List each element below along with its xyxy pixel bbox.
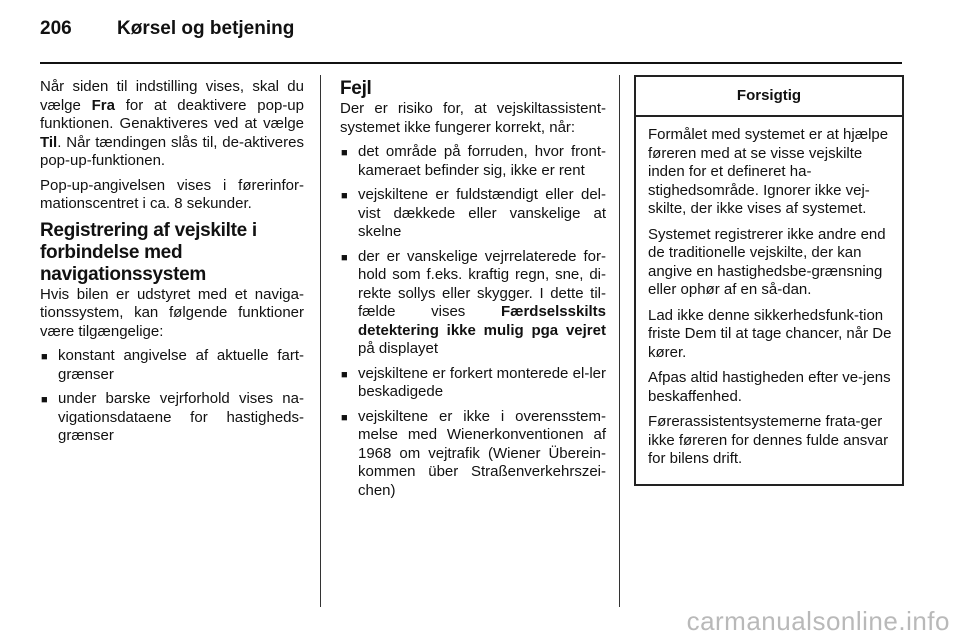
caution-paragraph: Afpas altid hastigheden efter ve-jens beskaffenhed. [648, 369, 891, 405]
paragraph-popup-duration: Pop-up-angivelsen vises i førerinfor-mationscentret i ca. 8 sekunder. [40, 176, 304, 212]
paragraph-navigation-intro: Hvis bilen er udstyret med et naviga-tionssystem, kan følgende funktioner være tilgængelige: [40, 285, 304, 340]
bullet-square-icon: ■ [341, 147, 348, 159]
list-item-text: på displayet [358, 340, 439, 357]
list-item-text: vejskiltene er fuldstændigt eller del-vist dækkede eller vanskelige at skelne [358, 186, 606, 240]
list-item-text: der er vanskelige vejrrelaterede for-hold som f.eks. kraftig regn, sne, di-rekte sollys eller skygger. I dette til-fælde vises [358, 247, 606, 320]
caution-paragraph: Formålet med systemet er at hjælpe føreren med at se visse vejskilte inden for et defineret ha-stighedsområde. Ignorer ikke vej-skilte, der ikke vises af systemet. [648, 126, 889, 217]
bullet-square-icon: ■ [41, 394, 48, 406]
section-heading-navigation: Registrering af vejskilte i forbindelse med navigationssystem [40, 219, 257, 285]
column-divider-2 [619, 75, 620, 607]
text-run: Når siden til indstilling vises, skal du vælge [40, 78, 304, 114]
list-item [340, 365, 606, 402]
caution-box [634, 75, 904, 486]
bullet-square-icon: ■ [41, 351, 48, 363]
section-heading-fejl: Fejl [340, 78, 372, 99]
caution-paragraph: Systemet registrerer ikke andre end de traditionelle vejskilte, der kan angive en hastighedsbe-grænsning eller ophør af en så-dan. [648, 225, 886, 298]
watermark: carmanualsonline.info [686, 606, 950, 636]
term-til: Til [40, 133, 58, 151]
list-item [40, 347, 304, 384]
list-item-text: vejskiltene er forkert monterede el-ler beskadigede [358, 364, 606, 400]
bullet-square-icon: ■ [341, 190, 348, 202]
list-item [40, 390, 304, 446]
list-item-text: vejskiltene er ikke i overensstem-melse med Wienerkonventionen af 1968 om vejtrafik (Wiener Überein-kommen über Straßenverkehrszei-chen) [358, 407, 606, 499]
list-item-text: under barske vejrforhold vises na-vigationsdataene for hastigheds-grænser [58, 390, 304, 444]
caution-title: Forsigtig [636, 77, 902, 117]
page-number: 206 [40, 18, 72, 39]
text-run: for at deaktivere pop-up funktionen. Genaktiveres ved at vælge [40, 96, 304, 132]
fejl-bullet-list [340, 143, 606, 500]
bullet-square-icon: ■ [341, 368, 348, 381]
list-item-text: konstant angivelse af aktuelle fart-grænser [58, 347, 304, 383]
header-divider [40, 62, 902, 64]
bullet-square-icon: ■ [341, 251, 348, 264]
list-item [340, 408, 606, 501]
list-item [340, 248, 606, 359]
list-item [340, 186, 606, 242]
column-divider-1 [320, 75, 321, 607]
bullet-square-icon: ■ [341, 411, 348, 424]
column-left [40, 78, 304, 452]
chapter-title: Kørsel og betjening [117, 18, 295, 39]
caution-paragraph: Lad ikke denne sikkerhedsfunk-tion friste Dem til at tage chancer, når De kører. [648, 306, 892, 361]
list-item-text: det område på forruden, hvor front-kameraet befinder sig, ikke er rent [358, 143, 606, 179]
list-item [340, 143, 606, 180]
paragraph-popup-settings [40, 78, 304, 171]
caution-paragraph: Førerassistentsystemerne frata-ger ikke føreren for dennes fulde ansvar for bilens drift. [648, 413, 889, 467]
display-message: Færdselsskilts detektering ikke mulig pga vejret [358, 303, 606, 339]
paragraph-fejl-intro: Der er risiko for, at vejskiltassistent-systemet ikke fungerer korrekt, når: [340, 100, 606, 136]
text-run: . Når tændingen slås til, de-aktiveres pop-up-funktionen. [40, 133, 304, 169]
caution-body [636, 117, 902, 484]
term-fra: Fra [91, 96, 115, 114]
column-middle [340, 78, 606, 506]
navigation-bullet-list [40, 347, 304, 446]
